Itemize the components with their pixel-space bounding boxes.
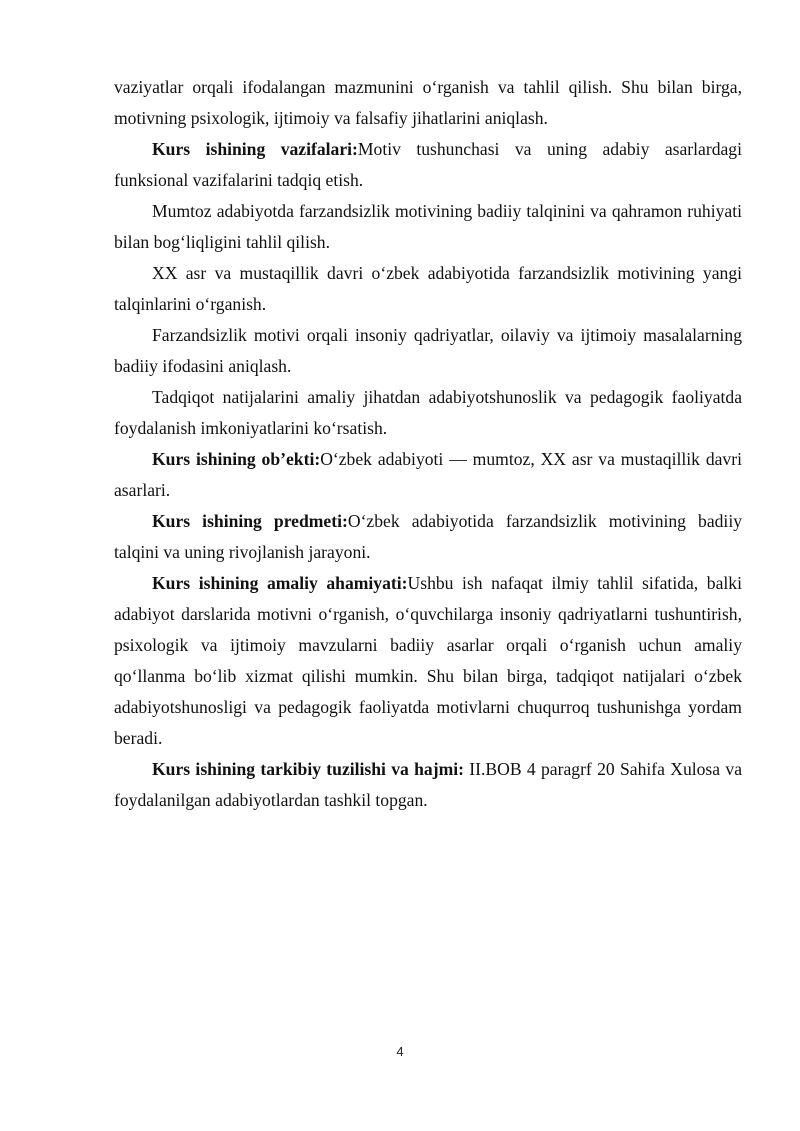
paragraph-text: II.BOB 4 paragrf 20 Sahifa Xulosa va foydalanilgan adabiyotlardan tashkil topgan. — [114, 759, 742, 810]
paragraph-label: Kurs ishining predmeti: — [152, 511, 348, 531]
paragraph-label: Kurs ishining amaliy ahamiyati: — [152, 573, 408, 593]
paragraph-text: Farzandsizlik motivi orqali insoniy qadriyatlar, oilaviy va ijtimoiy masalalarning badiiy ifodasini aniqlash. — [114, 325, 742, 376]
paragraph-task-values — [114, 320, 742, 382]
paragraph-text: Ushbu ish nafaqat ilmiy tahlil sifatida, balki adabiyot darslarida motivni o‘rganish, o‘quvchilarga insoniy qadriyatlarni tushuntirish, psixologik va ijtimoiy mavzularni badiiy asarlar orqali o‘rganish uchun amaliy qo‘llanma bo‘lib xizmat qilishi mumkin. Shu bilan birga, tadqiqot natijalari o‘zbek adabiyotshunosligi va pedagogik faoliyatda motivlarni chuqurroq tushunishga yordam beradi. — [114, 573, 742, 748]
paragraph-text: XX asr va mustaqillik davri o‘zbek adabiyotida farzandsizlik motivining yangi talqinlarini o‘rganish. — [114, 263, 742, 314]
paragraph-text: Mumtoz adabiyotda farzandsizlik motivining badiiy talqinini va qahramon ruhiyati bilan bog‘liqligini tahlil qilish. — [114, 201, 742, 252]
paragraph-task-modern — [114, 258, 742, 320]
paragraph-subject — [114, 506, 742, 568]
paragraph-task-practical — [114, 382, 742, 444]
paragraph-text: Motiv tushunchasi va uning adabiy asarlardagi funksional vazifalarini tadqiq etish. — [114, 139, 742, 190]
document-body — [114, 72, 742, 816]
paragraph-text: vaziyatlar orqali ifodalangan mazmunini o‘rganish va tahlil qilish. Shu bilan birga, motivning psixologik, ijtimoiy va falsafiy jihatlarini aniqlash. — [114, 77, 742, 128]
paragraph-tasks — [114, 134, 742, 196]
paragraph-label: Kurs ishining tarkibiy tuzilishi va hajmi: — [152, 759, 464, 779]
paragraph-text: Tadqiqot natijalarini amaliy jihatdan adabiyotshunoslik va pedagogik faoliyatda foydalanish imkoniyatlarini ko‘rsatish. — [114, 387, 742, 438]
paragraph-practical-significance — [114, 568, 742, 754]
paragraph-text: O‘zbek adabiyotida farzandsizlik motivining badiiy talqini va uning rivojlanish jarayoni. — [114, 511, 743, 562]
page-number: 4 — [396, 1044, 404, 1059]
paragraph-label: Kurs ishining vazifalari: — [152, 139, 358, 159]
paragraph-structure — [114, 754, 742, 816]
paragraph-goal-continuation — [114, 72, 742, 134]
paragraph-text: O‘zbek adabiyoti — mumtoz, XX asr va mustaqillik davri asarlari. — [114, 449, 742, 500]
paragraph-task-classical — [114, 196, 742, 258]
paragraph-label: Kurs ishining ob’ekti: — [152, 449, 321, 469]
paragraph-object — [114, 444, 742, 506]
